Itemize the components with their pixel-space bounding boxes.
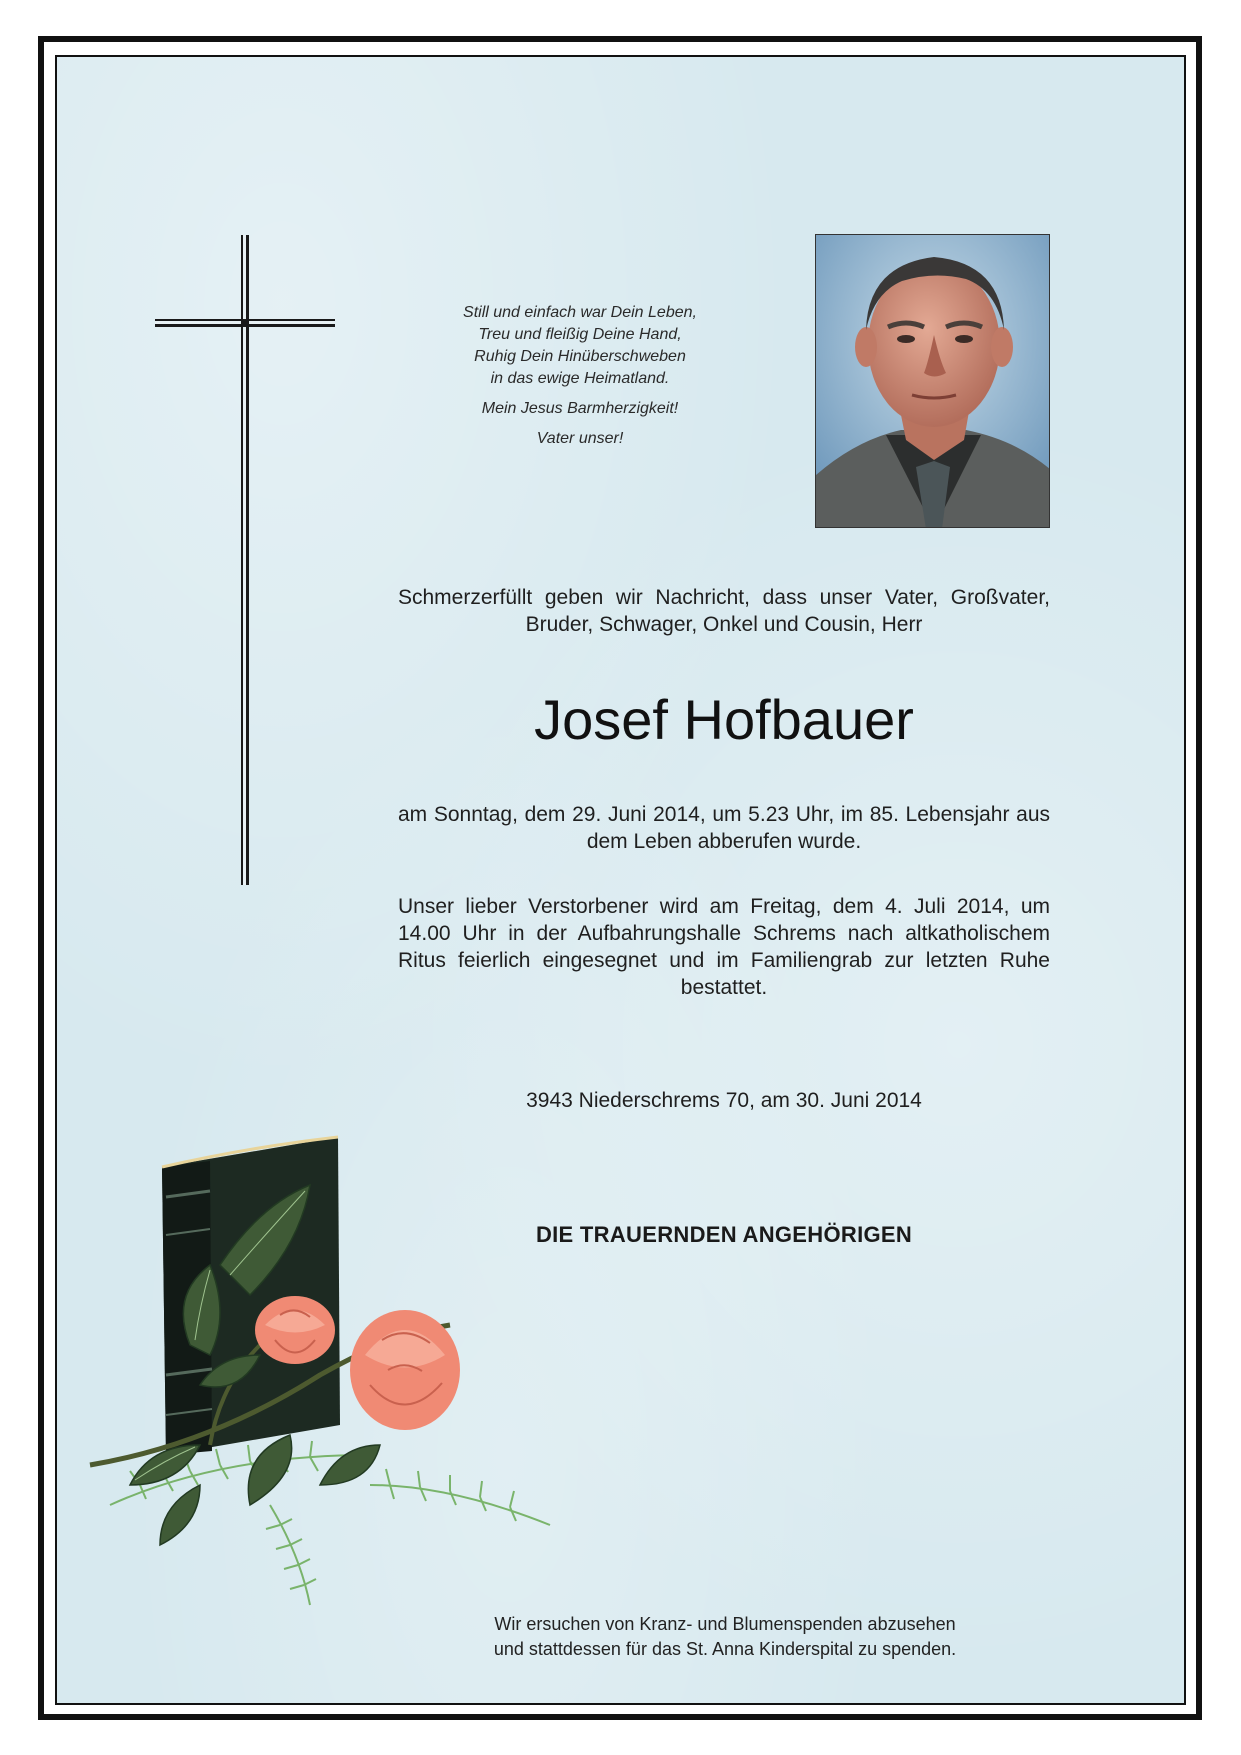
announcement-text: Schmerzerfüllt geben wir Nachricht, dass unser Vater, Großvater, Bruder, Schwager, Onkel und Cousin, Herr [398, 586, 1050, 636]
verse-line: in das ewige Heimatland. [490, 370, 670, 387]
portrait-image [816, 235, 1050, 528]
donation-note [400, 1612, 1050, 1662]
prayer-line: Mein Jesus Barmherzigkeit! [481, 400, 679, 417]
book-and-roses-illustration [70, 1125, 630, 1615]
funeral-details: Unser lieber Verstorbener wird am Freitag, dem 4. Juli 2014, um 14.00 Uhr in der Aufbahrungshalle Schrems nach altkatholischem Ritus feierlich eingesegnet und im Familiengrab zur letzten Ruhe bestattet. [398, 895, 1050, 999]
prayer-line: Vater unser! [536, 430, 624, 447]
verse-line: Treu und fleißig Deine Hand, [478, 326, 682, 343]
cross-icon [155, 235, 335, 885]
donation-note-line: und stattdessen für das St. Anna Kinderspital zu spenden. [493, 1639, 957, 1659]
verse-line: Still und einfach war Dein Leben, [463, 304, 697, 321]
mourners-signature: DIE TRAUERNDEN ANGEHÖRIGEN [535, 1222, 913, 1247]
rose-icon [255, 1296, 335, 1364]
place-and-date: 3943 Niederschrems 70, am 30. Juni 2014 [526, 1089, 922, 1112]
donation-note-line: Wir ersuchen von Kranz- und Blumenspenden abzusehen [494, 1614, 956, 1634]
death-details: am Sonntag, dem 29. Juni 2014, um 5.23 Uhr, im 85. Lebensjahr aus dem Leben abberufen wurde. [398, 803, 1050, 853]
deceased-name: Josef Hofbauer [534, 688, 914, 751]
portrait-photo [815, 234, 1050, 528]
memorial-verse [420, 302, 740, 450]
verse-line: Ruhig Dein Hinüberschweben [474, 348, 686, 365]
rose-icon [350, 1310, 460, 1430]
